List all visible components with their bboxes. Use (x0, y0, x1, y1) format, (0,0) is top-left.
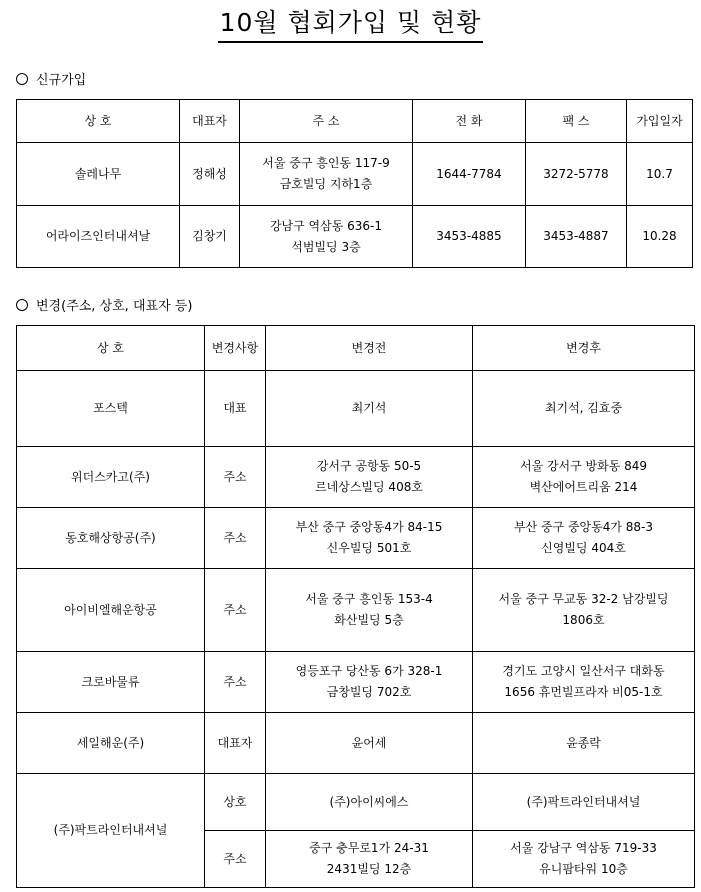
table-header-row (17, 100, 693, 143)
after-line-1: 부산 중구 중앙동4가 88-3 (513, 520, 654, 534)
fax: 3272-5778 (526, 143, 627, 206)
circle-bullet-icon (16, 73, 28, 85)
changes-heading-text: 변경(주소, 상호, 대표자 등) (36, 299, 193, 314)
join-date: 10.7 (627, 143, 693, 206)
after-line-2: 신영빌딩 404호 (541, 541, 626, 555)
table-row (17, 569, 695, 652)
before-line-1: 강서구 공항동 50-5 (316, 459, 422, 473)
phone: 1644-7784 (413, 143, 526, 206)
join-date: 10.28 (627, 206, 693, 268)
change-type: 주소 (205, 569, 266, 652)
company-name: 포스텍 (17, 371, 205, 447)
table-row (17, 143, 693, 206)
address-line-1: 강남구 역삼동 636-1 (269, 218, 383, 233)
table-row (17, 774, 695, 831)
company-name: 동호해상항공(주) (17, 508, 205, 569)
company-name: 아이비엘해운항공 (17, 569, 205, 652)
page-title-text: 10월 협회가입 및 현황 (218, 6, 484, 43)
after-value: (주)팍트라인터내셔널 (473, 774, 695, 831)
new-members-table (16, 99, 693, 268)
company-name: 위더스카고(주) (17, 447, 205, 508)
after-value (473, 831, 695, 888)
phone: 3453-4885 (413, 206, 526, 268)
company-name: 어라이즈인터내셔날 (17, 206, 180, 268)
after-line-2: 1806호 (562, 613, 605, 627)
header-name: 상 호 (17, 326, 205, 371)
after-line-1: 서울 강남구 역삼동 719-33 (510, 841, 657, 855)
header-phone: 전 화 (413, 100, 526, 143)
before-line-2: 2431빌딩 12층 (326, 862, 412, 876)
before-line-1: 영등포구 당산동 6가 328-1 (295, 664, 443, 678)
after-line-1: 서울 중구 무교동 32-2 남강빌딩 (498, 592, 669, 606)
after-value: 최기석, 김효중 (473, 371, 695, 447)
circle-bullet-icon (16, 299, 28, 311)
after-value (473, 569, 695, 652)
before-line-2: 화산빌딩 5층 (334, 613, 404, 627)
table-row (17, 713, 695, 774)
header-after: 변경후 (473, 326, 695, 371)
company-name: (주)팍트라인터내셔널 (17, 774, 205, 888)
representative: 정해성 (180, 143, 240, 206)
before-line-2: 르네상스빌딩 408호 (315, 480, 423, 494)
before-value (266, 831, 473, 888)
after-value: 윤종락 (473, 713, 695, 774)
table-header-row (17, 326, 695, 371)
representative: 김창기 (180, 206, 240, 268)
company-name: 솔레나무 (17, 143, 180, 206)
table-row (17, 652, 695, 713)
change-type: 상호 (205, 774, 266, 831)
company-name: 세일해운(주) (17, 713, 205, 774)
before-value (266, 508, 473, 569)
table-row (17, 508, 695, 569)
after-value (473, 508, 695, 569)
change-type: 대표자 (205, 713, 266, 774)
after-line-1: 서울 강서구 방화동 849 (519, 459, 648, 473)
change-type: 주소 (205, 447, 266, 508)
change-type: 주소 (205, 508, 266, 569)
before-line-1: 부산 중구 중앙동4가 84-15 (295, 520, 443, 534)
fax: 3453-4887 (526, 206, 627, 268)
header-before: 변경전 (266, 326, 473, 371)
after-value (473, 652, 695, 713)
table-row (17, 206, 693, 268)
header-address: 주 소 (240, 100, 413, 143)
before-value (266, 447, 473, 508)
before-value: (주)아이씨에스 (266, 774, 473, 831)
before-line-1: 중구 충무로1가 24-31 (309, 841, 429, 855)
after-line-1: 경기도 고양시 일산서구 대화동 (502, 664, 665, 678)
change-type: 대표 (205, 371, 266, 447)
address-line-2: 금호빌딩 지하1층 (279, 177, 373, 191)
table-row (17, 371, 695, 447)
changes-table (16, 325, 695, 888)
after-line-2: 유니팜타워 10층 (539, 862, 628, 876)
after-value (473, 447, 695, 508)
header-name: 상 호 (17, 100, 180, 143)
address (240, 206, 413, 268)
change-type: 주소 (205, 652, 266, 713)
change-type: 주소 (205, 831, 266, 888)
address-line-1: 서울 중구 흥인동 117-9 (262, 156, 390, 170)
header-change-type: 변경사항 (205, 326, 266, 371)
before-line-2: 금창빌딩 702호 (326, 685, 412, 699)
header-rep: 대표자 (180, 100, 240, 143)
company-name: 크로바물류 (17, 652, 205, 713)
before-line-2: 신우빌딩 501호 (326, 541, 412, 555)
new-members-heading-text: 신규가입 (36, 73, 87, 88)
table-row (17, 447, 695, 508)
address-line-2: 석범빌딩 3층 (291, 239, 361, 254)
new-members-heading (16, 72, 86, 90)
before-value: 최기석 (266, 371, 473, 447)
after-line-2: 1656 휴먼빌프라자 비05-1호 (504, 685, 663, 699)
before-line-1: 서울 중구 흥인동 153-4 (305, 592, 433, 606)
before-value (266, 569, 473, 652)
address (240, 143, 413, 206)
page-title (0, 6, 701, 43)
before-value (266, 652, 473, 713)
after-line-2: 벽산에어트리움 214 (529, 480, 638, 494)
header-join-date: 가입일자 (627, 100, 693, 143)
header-fax: 팩 스 (526, 100, 627, 143)
changes-heading (16, 298, 192, 316)
before-value: 윤어세 (266, 713, 473, 774)
